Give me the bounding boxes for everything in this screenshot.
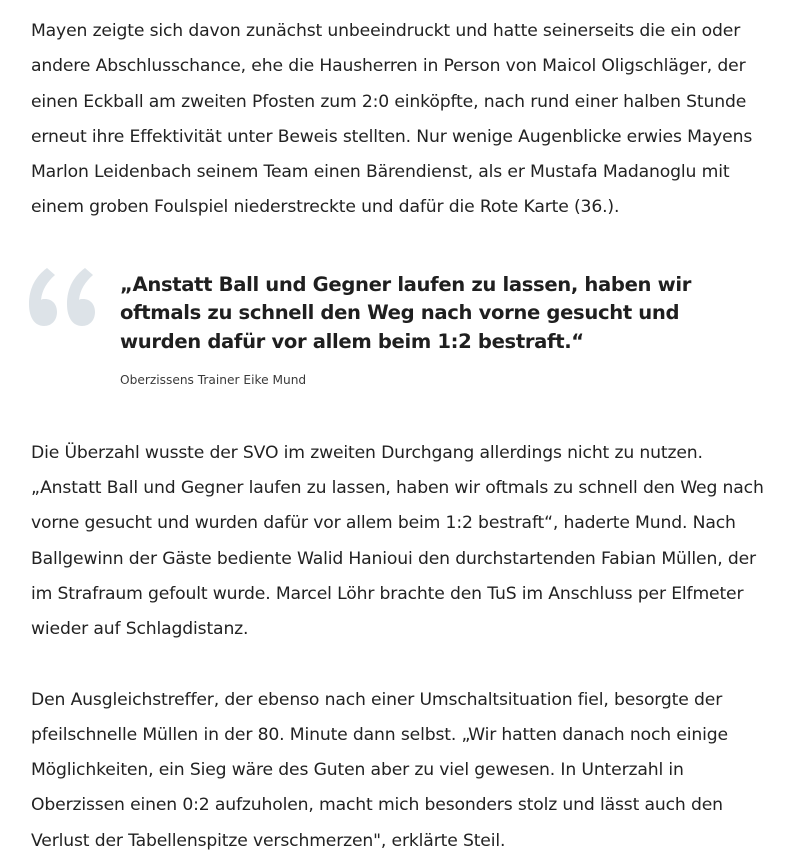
quote-text: „Anstatt Ball und Gegner laufen zu lassen, haben wir oftmals zu schnell den Weg nach vorne gesucht und wurden dafür vor allem beim 1:2 bestraft.“ [120, 272, 692, 353]
article-body [31, 14, 777, 859]
article-paragraph: Mayen zeigte sich davon zunächst unbeeindruckt und hatte seinerseits die ein oder andere Abschlusschance, ehe die Hausherren in Person von Maicol Oligschläger, der einen Eckball am zweiten Pfosten zum 2:0 einköpfte, nach rund einer halben Stunde erneut ihre Effektivität unter Beweis stellten. Nur wenige Augenblicke erwies Mayens Marlon Leidenbach seinem Team einen Bärendienst, als er Mustafa Madanoglu mit einem groben Foulspiel niederstreckte und dafür die Rote Karte (36.). [31, 21, 753, 218]
pull-quote [31, 258, 777, 430]
quote-source: Oberzissens Trainer Eike Mund [120, 372, 307, 387]
article-paragraph: Den Ausgleichstreffer, der ebenso nach einer Umschaltsituation fiel, besorgte der pfeilschnelle Müllen in der 80. Minute dann selbst. „Wir hatten danach noch einige Möglichkeiten, ein Sieg wäre des Guten aber zu viel gewesen. In Unterzahl in Oberzissen einen 0:2 aufzuholen, macht mich besonders stolz und lässt auch den Verlust der Tabellenspitze verschmerzen", erklärte Steil. [31, 689, 728, 851]
quotation-mark-icon [27, 266, 97, 328]
article-paragraph: Die Überzahl wusste der SVO im zweiten Durchgang allerdings nicht zu nutzen. „Anstatt Ball und Gegner laufen zu lassen, haben wir oftmals zu schnell den Weg nach vorne gesucht und wurden dafür vor allem beim 1:2 bestraft“, haderte Mund. Nach Ballgewinn der Gäste bediente Walid Hanioui den durchstartenden Fabian Müllen, der im Strafraum gefoult wurde. Marcel Löhr brachte den TuS im Anschluss per Elfmeter wieder auf Schlagdistanz. [31, 442, 764, 640]
